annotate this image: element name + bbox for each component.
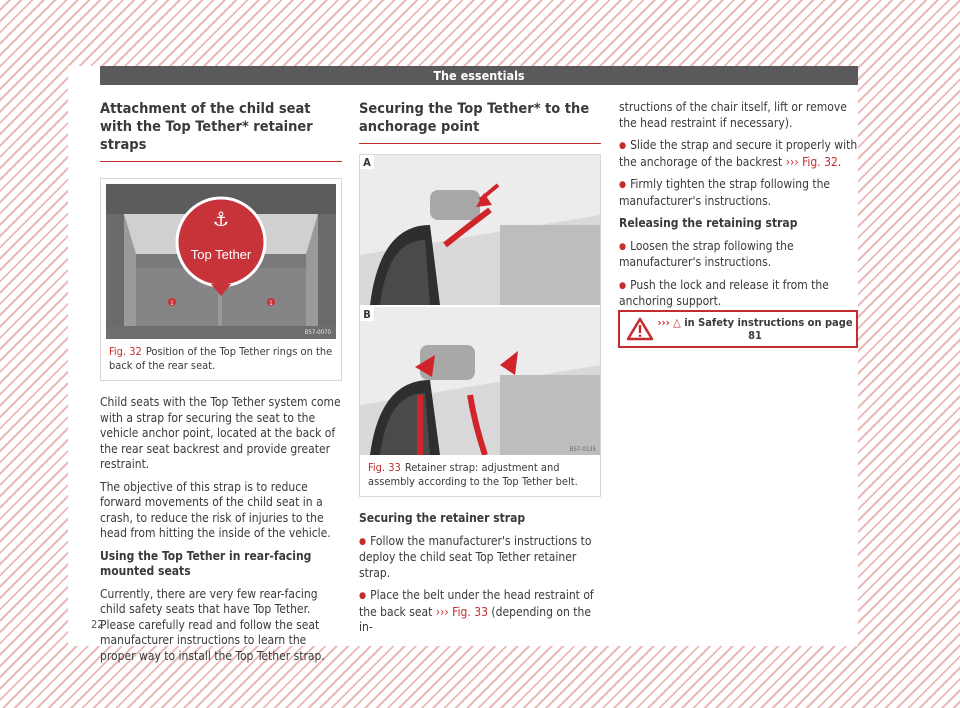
paragraph-continuation: structions of the chair itself, lift or remove the head restraint if necessary). <box>619 100 847 130</box>
svg-text:⚓: ⚓ <box>212 207 230 231</box>
figure-caption <box>360 455 600 496</box>
left-column <box>100 100 342 671</box>
figure-label: Fig. 32 <box>109 345 142 358</box>
figure-caption-text: Position of the Top Tether rings on the back of the rear seat. <box>109 345 333 372</box>
bullet-text-tail: . <box>837 154 842 169</box>
warning-reference[interactable] <box>654 316 856 342</box>
section-heading: Securing the Top Tether* to the anchorage point <box>359 100 601 144</box>
paragraph: Currently, there are very few rear-facing child safety seats that have Top Tether. Please carefully read and follow the seat manufacturer instructions to learn the proper way to install the Top Tether strap. <box>100 586 325 663</box>
small-warning-icon: △ <box>673 316 681 329</box>
bullet-item <box>359 588 601 636</box>
figure-32 <box>100 178 342 381</box>
panel-b-label: B <box>363 308 371 321</box>
panel-a-label: A <box>363 156 371 169</box>
top-tether-badge-text: Top Tether <box>190 247 252 262</box>
section-heading: Attachment of the child seat with the Top Tether* retainer straps <box>100 100 342 162</box>
bullet-item <box>619 177 861 209</box>
figure-code: B57-0135 <box>569 446 596 453</box>
figure-caption-text: Retainer strap: adjustment and assembly according to the Top Tether belt. <box>368 461 578 488</box>
figure-reference-link[interactable]: ››› Fig. 33 <box>435 604 488 619</box>
figure-label: Fig. 33 <box>368 461 401 474</box>
warning-triangle-icon <box>626 317 654 341</box>
warning-arrows: ››› <box>657 316 670 329</box>
middle-column <box>359 100 601 643</box>
subheading: Using the Top Tether in rear-facing mounted seats <box>100 548 312 578</box>
figure-reference-link[interactable]: ››› Fig. 32 <box>785 154 838 169</box>
figure-caption <box>101 339 341 380</box>
section-header-bar: The essentials <box>100 66 858 85</box>
strap-installation-illustration <box>360 155 600 455</box>
bullet-text: Slide the strap and secure it properly with the anchorage of the backrest <box>619 138 858 169</box>
bullet-text: Push the lock and release it from the anchoring support. <box>619 277 829 308</box>
bullet-text: Place the belt under the head restraint of the back seat <box>359 588 594 619</box>
bullet-text: Follow the manufacturer's instructions to deploy the child seat Top Tether retainer strap. <box>359 533 592 580</box>
bullet-item <box>619 278 861 310</box>
bullet-item <box>619 138 861 170</box>
figure-code: B57-0070 <box>304 329 331 336</box>
figure-33 <box>359 154 601 497</box>
subheading: Securing the retainer strap <box>359 511 526 525</box>
subheading: Releasing the retaining strap <box>619 216 798 230</box>
ring-marker-right: 1 <box>269 300 273 307</box>
bullet-text-tail: (depending on the in- <box>359 604 592 634</box>
bullet-text: Loosen the strap following the manufacturer's instructions. <box>619 238 794 269</box>
ring-marker-left: 1 <box>170 300 174 307</box>
car-trunk-illustration <box>106 184 336 339</box>
paragraph: The objective of this strap is to reduce forward movements of the child seat in a crash, to reduce the risk of injuries to the head from hitting the inside of the vehicle. <box>100 479 331 540</box>
bullet-item <box>619 239 861 271</box>
bullet-text: Firmly tighten the strap following the manufacturer's instructions. <box>619 177 831 208</box>
bullet-item <box>359 534 601 582</box>
page-number: 22 <box>91 618 104 631</box>
safety-warning-box <box>618 310 858 348</box>
paragraph: Child seats with the Top Tether system come with a strap for securing the seat to the vehicle anchor point, located at the back of the rear seat backrest and provide greater restraint. <box>100 395 341 471</box>
right-column <box>619 100 861 317</box>
warning-text: in Safety instructions on page 81 <box>684 316 853 342</box>
